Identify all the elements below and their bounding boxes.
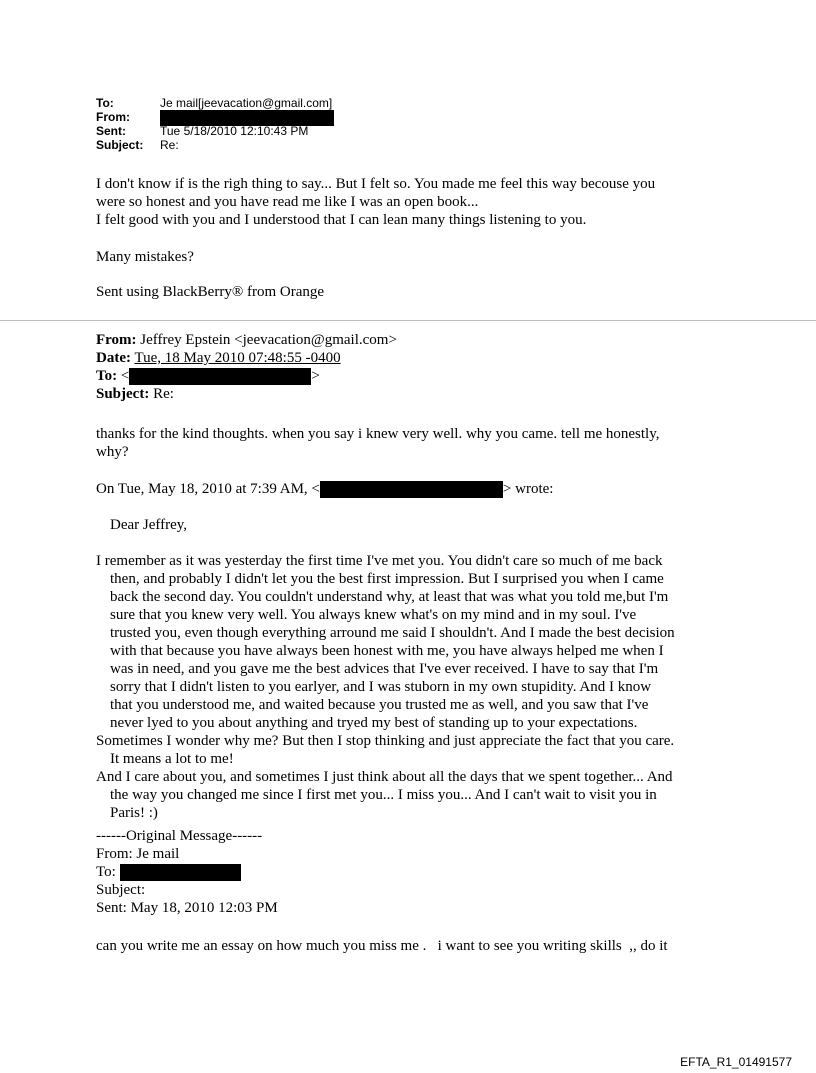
reply-subject-value: Re: — [153, 386, 174, 402]
original-subject: Subject: — [96, 882, 146, 898]
reply-date-value: Tue, 18 May 2010 07:48:55 -0400 — [134, 350, 341, 366]
message-body — [96, 175, 655, 229]
letter-line: sorry that I didn't listen to you earlyer, and I was stuborn in my own stupidity. And I know — [110, 679, 652, 695]
reply-to-row — [96, 367, 397, 385]
letter-line: with that because you have always been honest with me, you have always helped me when I — [110, 643, 664, 659]
letter-body — [96, 552, 716, 822]
letter-line: that you understood me, and waited because you trusted me as well, and you saw that I've — [110, 697, 649, 713]
original-sent: Sent: May 18, 2010 12:03 PM — [96, 900, 278, 916]
original-body: can you write me an essay on how much you miss me . i want to see you writing skills ,, do it — [96, 938, 668, 954]
to-label: To: — [96, 96, 114, 110]
letter-line: was in need, and you gave me the best advices that I've ever received. I have to say that I'm — [110, 661, 659, 677]
letter-line: Sometimes I wonder why me? But then I stop thinking and just appreciate the fact that you care. — [96, 733, 675, 749]
divider — [0, 320, 816, 321]
letter-line: sure that you knew very well. You always knew what's on my mind and in my soul. I've — [110, 607, 637, 623]
subject-label: Subject: — [96, 138, 144, 152]
message-line: I don't know if is the righ thing to say... But I felt so. You made me feel this way becouse you — [96, 176, 656, 192]
sent-value: Tue 5/18/2010 12:10:43 PM — [160, 124, 309, 138]
document-id: EFTA_R1_01491577 — [680, 1055, 792, 1069]
letter-line: then, and probably I didn't let you the best first impression. But I surprised you when I came — [110, 571, 664, 587]
reply-date-label: Date: — [96, 350, 131, 366]
reply-date-row — [96, 349, 397, 367]
letter-line: Paris! :) — [110, 805, 158, 821]
letter-line: back the second day. You couldn't understand why, at least that was what you told me,but I'm — [110, 589, 669, 605]
to-value: Je mail[jeevacation@gmail.com] — [160, 96, 333, 110]
original-to: To: — [96, 864, 116, 880]
redaction-block — [129, 368, 311, 385]
letter-line: the way you changed me since I first met you... I miss you... And I can't wait to visit you in — [110, 787, 657, 803]
header-from-row — [96, 110, 334, 124]
header-to-row — [96, 96, 334, 110]
reply-body — [96, 425, 660, 461]
redaction-block — [120, 864, 241, 881]
original-to-row — [96, 863, 278, 881]
sent-label: Sent: — [96, 124, 126, 138]
original-message — [96, 827, 278, 917]
letter-line: trusted you, even though everything arround me said I shouldn't. And I made the best decision — [110, 625, 675, 641]
reply-from-row — [96, 331, 397, 349]
letter-line: I remember as it was yesterday the first time I've met you. You didn't care so much of me back — [96, 553, 663, 569]
from-label: From: — [96, 110, 130, 124]
wrote-prefix: On Tue, May 18, 2010 at 7:39 AM, < — [96, 481, 320, 497]
subject-value: Re: — [160, 138, 179, 152]
email-header — [96, 96, 334, 152]
reply-line: thanks for the kind thoughts. when you say i knew very well. why you came. tell me honestly, — [96, 426, 660, 442]
greeting: Dear Jeffrey, — [110, 517, 188, 533]
reply-subject-label: Subject: — [96, 386, 150, 402]
original-from: From: Je mail — [96, 846, 180, 862]
reply-subject-row — [96, 385, 397, 403]
message-line: I felt good with you and I understood that I can lean many things listening to you. — [96, 212, 587, 228]
letter-line: never lyed to you about anything and tryed my best of standing up to your expectations. — [110, 715, 638, 731]
reply-header — [96, 331, 397, 403]
letter-line: And I care about you, and sometimes I just think about all the days that we spent together... And — [96, 769, 673, 785]
reply-to-open: < — [120, 368, 130, 384]
reply-from-value: Jeffrey Epstein <jeevacation@gmail.com> — [140, 332, 397, 348]
letter-line: It means a lot to me! — [110, 751, 234, 767]
reply-line: why? — [96, 444, 129, 460]
message-line: were so honest and you have read me like I was an open book... — [96, 194, 479, 210]
original-separator: ------Original Message------ — [96, 828, 263, 844]
header-subject-row — [96, 138, 334, 152]
reply-to-close: > — [311, 368, 320, 384]
message-question: Many mistakes? — [96, 249, 194, 265]
header-sent-row — [96, 124, 334, 138]
wrote-suffix: > wrote: — [502, 481, 554, 497]
redaction-block — [320, 481, 503, 498]
reply-to-label: To: — [96, 368, 118, 384]
wrote-line — [96, 480, 553, 498]
reply-from-label: From: — [96, 332, 137, 348]
message-signature: Sent using BlackBerry® from Orange — [96, 284, 325, 300]
